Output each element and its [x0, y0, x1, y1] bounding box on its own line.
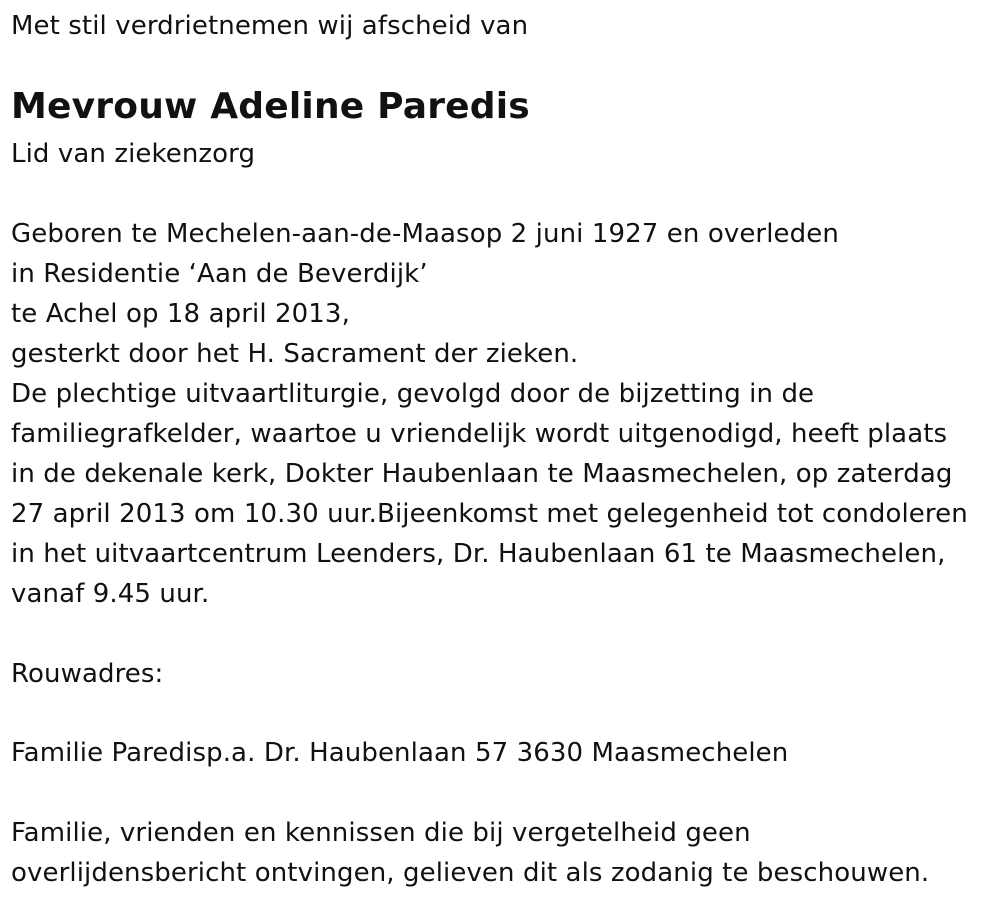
body-line: in het uitvaartcentrum Leenders, Dr. Haubenlaan 61 te Maasmechelen,: [11, 539, 946, 569]
intro-line: Met stil verdrietnemen wij afscheid van: [11, 11, 529, 41]
address-label: Rouwadres:: [11, 659, 164, 689]
body-line: De plechtige uitvaartliturgie, gevolgd door de bijzetting in de: [11, 379, 815, 409]
body-line: in Residentie ‘Aan de Beverdijk’: [11, 259, 428, 289]
deceased-name: Mevrouw Adeline Paredis: [11, 86, 530, 127]
closing-line: Familie, vrienden en kennissen die bij vergetelheid geen: [11, 818, 751, 848]
mourning-address: Familie Paredisp.a. Dr. Haubenlaan 57 3630 Maasmechelen: [11, 738, 789, 768]
body-line: te Achel op 18 april 2013,: [11, 299, 350, 329]
closing-note: [11, 813, 929, 893]
body-line: familiegrafkelder, waartoe u vriendelijk wordt uitgenodigd, heeft plaats: [11, 419, 948, 449]
subtitle-line: Lid van ziekenzorg: [11, 139, 256, 169]
body-line: gesterkt door het H. Sacrament der zieken.: [11, 339, 579, 369]
closing-line: overlijdensbericht ontvingen, gelieven dit als zodanig te beschouwen.: [11, 858, 930, 888]
body-line: in de dekenale kerk, Dokter Haubenlaan te Maasmechelen, op zaterdag: [11, 459, 953, 489]
body-line: Geboren te Mechelen-aan-de-Maasop 2 juni 1927 en overleden: [11, 219, 839, 249]
body-line: 27 april 2013 om 10.30 uur.Bijeenkomst met gelegenheid tot condoleren: [11, 499, 968, 529]
notice-body: [11, 214, 968, 614]
body-line: vanaf 9.45 uur.: [11, 579, 210, 609]
